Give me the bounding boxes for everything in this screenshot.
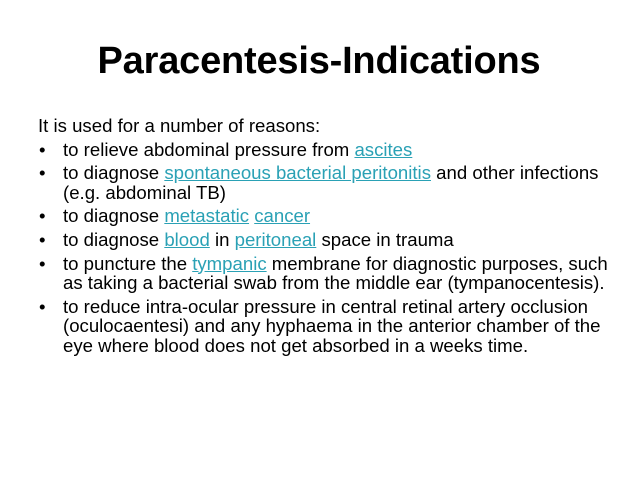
indication-text: to puncture the	[63, 252, 193, 274]
link-tympanic[interactable]: tympanic	[192, 252, 267, 274]
link-cancer[interactable]: cancer	[254, 205, 311, 227]
indication-text: and other infections (e.g. abdominal TB)	[63, 162, 599, 203]
bullet-icon: •	[39, 252, 46, 274]
slide-title: Paracentesis-Indications	[97, 40, 541, 82]
slide-body	[38, 116, 618, 360]
indication-text: to diagnose	[63, 162, 165, 184]
link-metastatic[interactable]: metastatic	[164, 205, 250, 227]
bullet-icon: •	[39, 295, 46, 317]
indication-text: membrane for diagnostic purposes, such as taking a bacterial swab from the middle ear (tympanocentesis).	[63, 252, 608, 294]
indication-item	[38, 163, 618, 202]
link-spontaneous-bacterial-peritonitis[interactable]: spontaneous bacterial peritonitis	[164, 162, 431, 184]
link-peritoneal[interactable]: peritoneal	[234, 228, 317, 250]
bullet-icon: •	[39, 205, 46, 227]
indication-item	[38, 140, 618, 160]
indication-item	[38, 230, 618, 250]
link-ascites[interactable]: ascites	[354, 138, 413, 160]
indication-item	[38, 254, 618, 293]
indication-text: space in trauma	[316, 228, 454, 250]
bullet-icon: •	[39, 138, 46, 160]
link-blood[interactable]: blood	[164, 228, 210, 250]
indication-item	[38, 206, 618, 226]
indication-text: to diagnose	[63, 205, 165, 227]
indications-list	[38, 140, 618, 356]
indication-item	[38, 297, 618, 356]
indication-text: to diagnose	[63, 228, 165, 250]
bullet-icon: •	[39, 162, 46, 184]
indication-text: to reduce intra-ocular pressure in central retinal artery occlusion (oculocaentesi) and any hyphaema in the anterior chamber of the eye where blood does not get absorbed in a weeks time.	[63, 295, 601, 356]
bullet-icon: •	[39, 228, 46, 250]
intro-text: It is used for a number of reasons:	[38, 115, 321, 136]
indication-text: in	[209, 228, 235, 250]
indication-text: to relieve abdominal pressure from	[63, 138, 355, 160]
